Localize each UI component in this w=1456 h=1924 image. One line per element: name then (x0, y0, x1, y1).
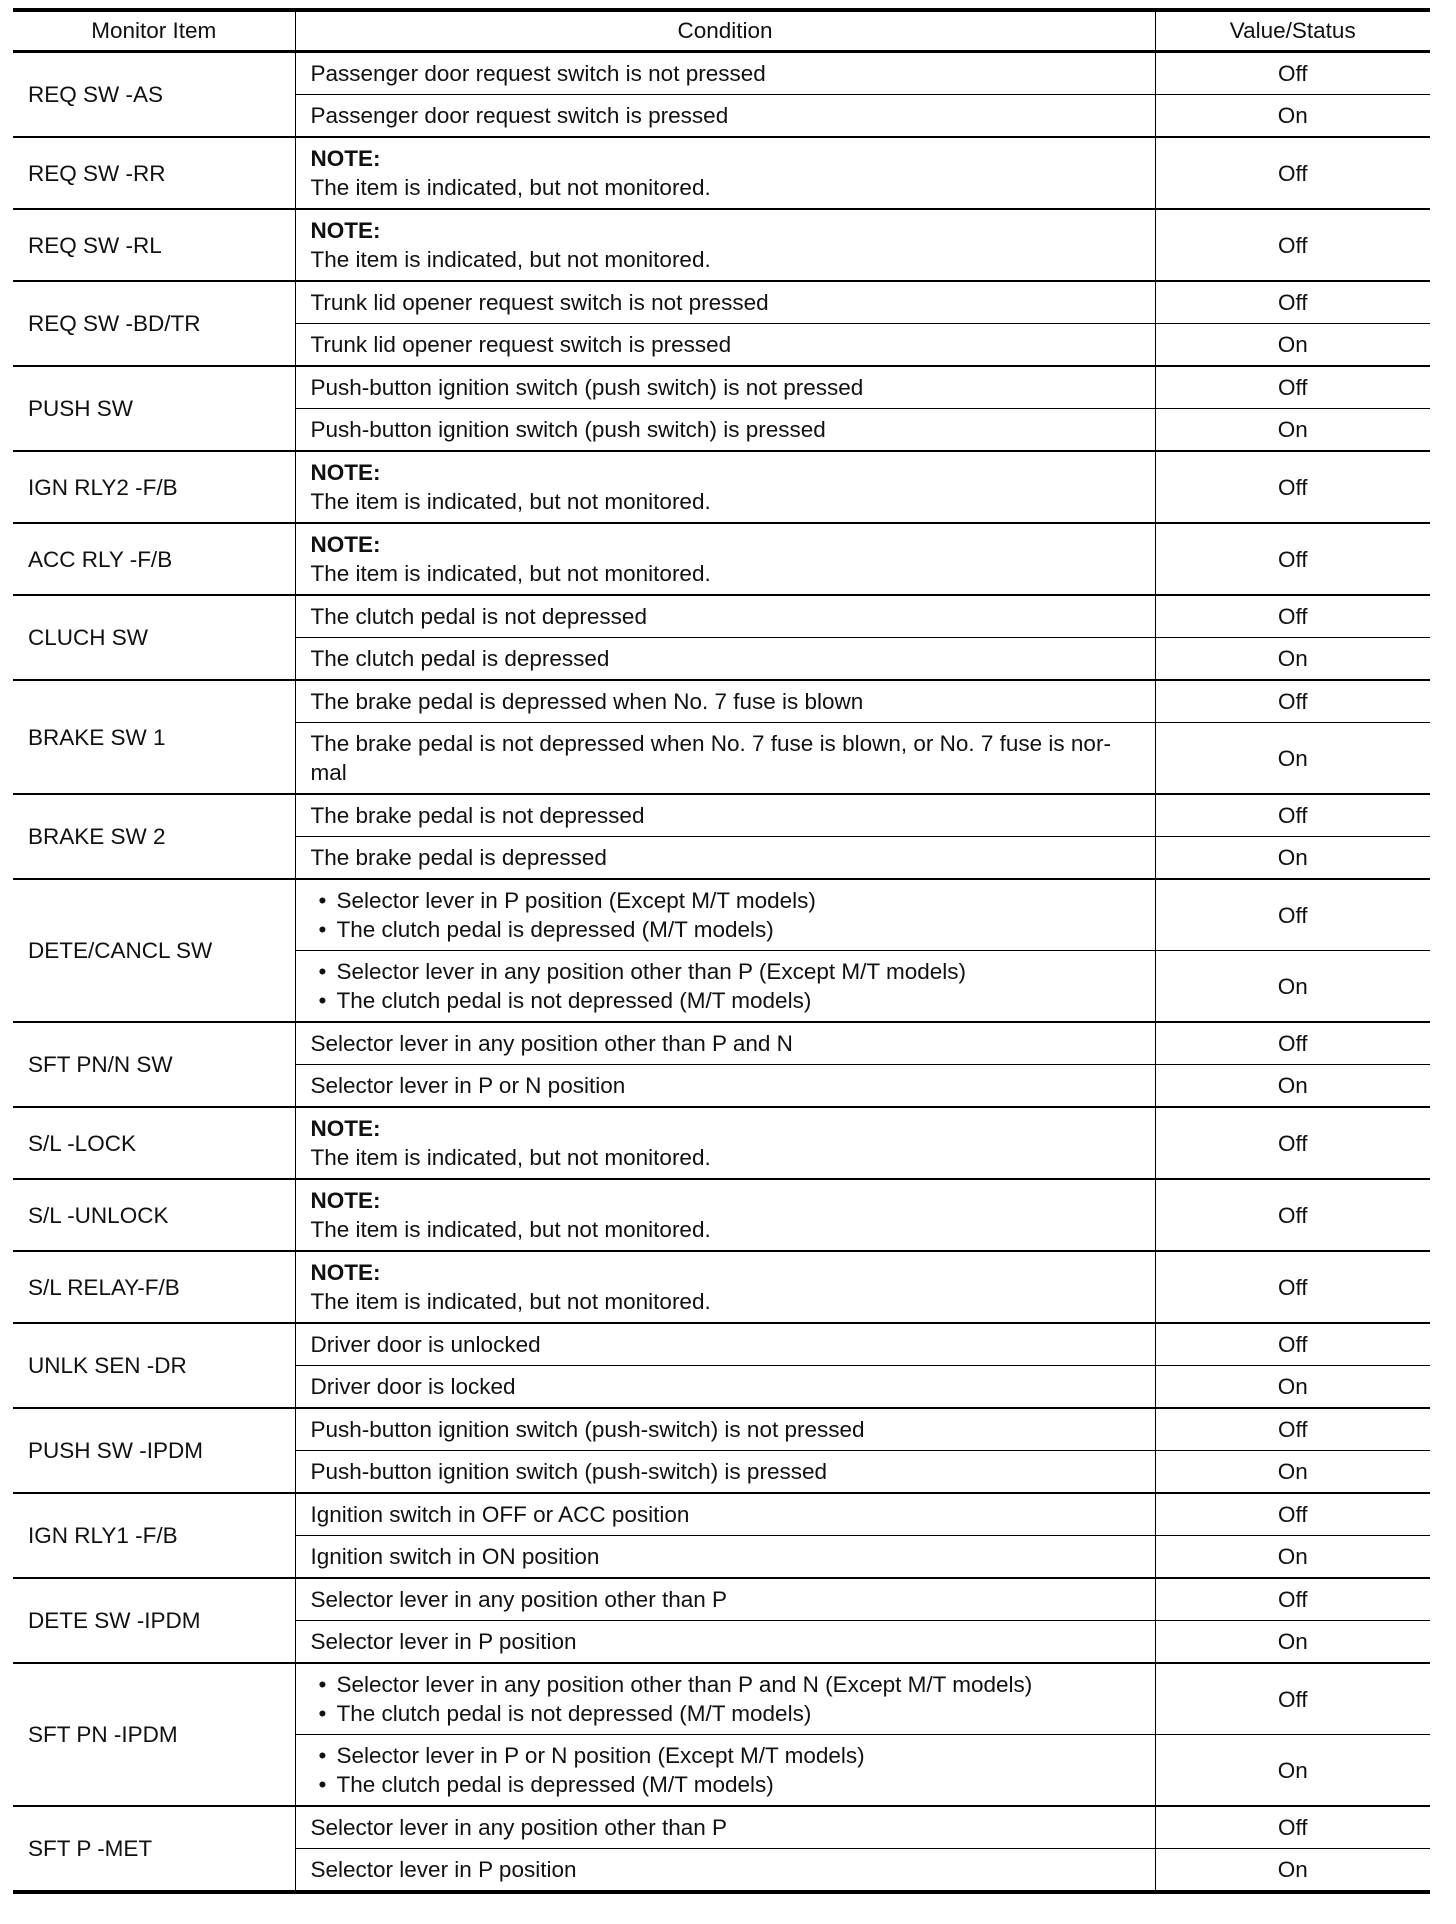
condition-text: Driver door is unlocked (310, 1332, 541, 1357)
condition-text: Selector lever in any position other than P (310, 1587, 727, 1612)
condition-text: Driver door is locked (310, 1374, 516, 1399)
value-status-cell: Off (1155, 523, 1430, 595)
table-row (13, 1107, 1430, 1179)
value-status-cell: Off (1155, 595, 1430, 638)
table-row (13, 1022, 1430, 1065)
note-label: NOTE: (310, 218, 381, 243)
condition-text: Passenger door request switch is pressed (310, 103, 729, 128)
value-status-cell: On (1155, 638, 1430, 681)
monitor-item-cell: REQ SW -RR (13, 137, 295, 209)
value-status-cell: On (1155, 409, 1430, 452)
condition-cell (295, 52, 1155, 95)
monitor-item-cell: DETE/CANCL SW (13, 879, 295, 1022)
condition-bullet-item: • Selector lever in any position other than P and N (Except M/T models) (319, 1670, 1155, 1699)
value-status-cell: On (1155, 1536, 1430, 1579)
condition-bullet-list (311, 886, 1155, 944)
condition-cell (295, 680, 1155, 723)
monitor-item-cell: BRAKE SW 1 (13, 680, 295, 794)
header-value-status: Value/Status (1155, 10, 1430, 52)
condition-cell (295, 281, 1155, 324)
monitor-item-cell: PUSH SW (13, 366, 295, 451)
condition-cell (295, 879, 1155, 951)
value-status-cell: On (1155, 324, 1430, 367)
condition-text: Trunk lid opener request switch is not pressed (310, 290, 769, 315)
note-label: NOTE: (310, 1188, 381, 1213)
condition-text: The brake pedal is depressed (310, 845, 607, 870)
condition-text: Push-button ignition switch (push switch) is pressed (310, 417, 826, 442)
value-status-cell: Off (1155, 1408, 1430, 1451)
note-text: The item is indicated, but not monitored. (310, 1289, 711, 1314)
note-text: The item is indicated, but not monitored. (310, 1145, 711, 1170)
value-status-cell: Off (1155, 680, 1430, 723)
condition-text: Selector lever in P or N position (310, 1073, 626, 1098)
condition-text: Push-button ignition switch (push-switch) is not pressed (310, 1417, 865, 1442)
condition-cell (295, 1323, 1155, 1366)
table-row (13, 451, 1430, 523)
condition-bullet-item: • The clutch pedal is not depressed (M/T models) (319, 986, 1155, 1015)
table-row (13, 1323, 1430, 1366)
condition-bullet-list (311, 1670, 1155, 1728)
table-row (13, 1251, 1430, 1323)
table-row (13, 1493, 1430, 1536)
monitor-item-cell: BRAKE SW 2 (13, 794, 295, 879)
table-row (13, 1663, 1430, 1735)
note-label: NOTE: (310, 532, 381, 557)
condition-text: Selector lever in P position (310, 1857, 577, 1882)
condition-bullet-item: • The clutch pedal is not depressed (M/T models) (319, 1699, 1155, 1728)
note-text: The item is indicated, but not monitored. (310, 561, 711, 586)
header-row (13, 10, 1430, 52)
condition-cell (295, 366, 1155, 409)
condition-cell (295, 209, 1155, 281)
table-row (13, 366, 1430, 409)
condition-text: Trunk lid opener request switch is pressed (310, 332, 732, 357)
value-status-cell: On (1155, 1735, 1430, 1807)
value-status-cell: Off (1155, 1323, 1430, 1366)
monitor-item-cell: ACC RLY -F/B (13, 523, 295, 595)
note-label: NOTE: (310, 460, 381, 485)
table-row (13, 52, 1430, 95)
condition-text: Ignition switch in OFF or ACC position (310, 1502, 690, 1527)
monitor-item-cell: S/L -LOCK (13, 1107, 295, 1179)
value-status-cell: Off (1155, 1663, 1430, 1735)
table-body (13, 52, 1430, 1893)
table-row (13, 1578, 1430, 1621)
monitor-item-cell: REQ SW -AS (28, 82, 164, 107)
value-status-cell: Off (1155, 366, 1430, 409)
condition-bullet-item: • Selector lever in P or N position (Except M/T models) (319, 1741, 1155, 1770)
value-status-cell: Off (1155, 209, 1430, 281)
value-status-cell: Off (1155, 794, 1430, 837)
condition-text: The clutch pedal is not depressed (310, 604, 647, 629)
condition-text-line: The brake pedal is not depressed when No. 7 fuse is blown, or No. 7 fuse is nor- (310, 731, 1111, 756)
note-text: The item is indicated, but not monitored. (310, 1217, 711, 1242)
condition-cell (295, 1408, 1155, 1451)
condition-bullet-list (311, 1741, 1155, 1799)
condition-cell (295, 1179, 1155, 1251)
condition-bullet-item: • The clutch pedal is depressed (M/T models) (319, 1770, 1155, 1799)
condition-text: Selector lever in P position (310, 1629, 577, 1654)
table-row (13, 1806, 1430, 1849)
table-row (13, 1408, 1430, 1451)
condition-cell (295, 1578, 1155, 1621)
value-status-cell: On (1155, 837, 1430, 880)
monitor-item-cell: SFT PN -IPDM (13, 1663, 295, 1806)
note-text: The item is indicated, but not monitored. (310, 175, 711, 200)
value-status-cell: Off (1155, 1251, 1430, 1323)
condition-text: Selector lever in any position other than P and N (310, 1031, 793, 1056)
condition-cell (295, 324, 1155, 367)
monitor-item-cell: IGN RLY2 -F/B (13, 451, 295, 523)
table-row (13, 794, 1430, 837)
condition-cell (295, 1621, 1155, 1664)
condition-cell (295, 1022, 1155, 1065)
value-status-cell: Off (1155, 1578, 1430, 1621)
condition-cell (295, 723, 1155, 795)
condition-cell (295, 1251, 1155, 1323)
value-status-cell: On (1155, 1366, 1430, 1409)
condition-cell (295, 1735, 1155, 1807)
monitor-item-cell: UNLK SEN -DR (13, 1323, 295, 1408)
condition-cell (295, 1451, 1155, 1494)
condition-text-line: mal (310, 760, 347, 785)
value-status-cell: On (1155, 723, 1430, 795)
value-status-cell: Off (1155, 879, 1430, 951)
table-row (13, 680, 1430, 723)
condition-bullet-item: • The clutch pedal is depressed (M/T models) (319, 915, 1155, 944)
value-status-cell: On (1155, 1849, 1430, 1893)
condition-text: Passenger door request switch is not pressed (310, 61, 766, 86)
header-condition: Condition (295, 10, 1155, 52)
monitor-item-cell: DETE SW -IPDM (13, 1578, 295, 1663)
monitor-item-cell: IGN RLY1 -F/B (13, 1493, 295, 1578)
monitor-item-cell: S/L -UNLOCK (13, 1179, 295, 1251)
condition-cell (295, 638, 1155, 681)
header-monitor-item: Monitor Item (13, 10, 295, 52)
condition-text: The clutch pedal is depressed (310, 646, 610, 671)
condition-cell (295, 1107, 1155, 1179)
monitor-item-cell: CLUCH SW (13, 595, 295, 680)
condition-cell (295, 1065, 1155, 1108)
condition-cell (295, 1366, 1155, 1409)
monitor-item-table (13, 8, 1430, 1894)
note-text: The item is indicated, but not monitored. (310, 247, 711, 272)
table-row (13, 137, 1430, 209)
monitor-item-cell: S/L RELAY-F/B (13, 1251, 295, 1323)
table-row (13, 209, 1430, 281)
value-status-cell: On (1155, 1621, 1430, 1664)
condition-bullet-list (311, 957, 1155, 1015)
value-status-cell: Off (1155, 1179, 1430, 1251)
condition-cell (295, 837, 1155, 880)
value-status-cell: Off (1155, 1806, 1430, 1849)
condition-text: Selector lever in any position other than P (310, 1815, 727, 1840)
note-label: NOTE: (310, 1260, 381, 1285)
condition-cell (295, 137, 1155, 209)
value-status-cell: On (1155, 95, 1430, 138)
condition-cell (295, 595, 1155, 638)
monitor-item-cell: SFT P -MET (13, 1806, 295, 1892)
condition-text: The brake pedal is not depressed (310, 803, 645, 828)
value-status-cell: Off (1155, 1493, 1430, 1536)
value-status-cell: On (1155, 1065, 1430, 1108)
condition-cell (295, 1493, 1155, 1536)
monitor-item-cell: PUSH SW -IPDM (13, 1408, 295, 1493)
value-status-cell: Off (1155, 1107, 1430, 1179)
table-row (13, 281, 1430, 324)
condition-cell (295, 451, 1155, 523)
condition-cell (295, 1849, 1155, 1893)
condition-cell (295, 1806, 1155, 1849)
note-label: NOTE: (310, 1116, 381, 1141)
monitor-item-cell: REQ SW -RL (13, 209, 295, 281)
value-status-cell: Off (1155, 137, 1430, 209)
monitor-item-cell: SFT PN/N SW (13, 1022, 295, 1107)
condition-cell (295, 409, 1155, 452)
value-status-cell: On (1155, 951, 1430, 1023)
condition-bullet-item: • Selector lever in P position (Except M/T models) (319, 886, 1155, 915)
condition-cell (295, 523, 1155, 595)
note-text: The item is indicated, but not monitored. (310, 489, 711, 514)
monitor-item-cell: REQ SW -BD/TR (13, 281, 295, 366)
value-status-cell: Off (1155, 1022, 1430, 1065)
value-status-cell: Off (1155, 52, 1430, 95)
table-row (13, 879, 1430, 951)
table-row (13, 595, 1430, 638)
note-label: NOTE: (310, 146, 381, 171)
value-status-cell: On (1155, 1451, 1430, 1494)
condition-cell (295, 951, 1155, 1023)
condition-text: The brake pedal is depressed when No. 7 fuse is blown (310, 689, 864, 714)
condition-text: Ignition switch in ON position (310, 1544, 600, 1569)
condition-text: Push-button ignition switch (push switch) is not pressed (310, 375, 864, 400)
condition-text: Push-button ignition switch (push-switch) is pressed (310, 1459, 827, 1484)
condition-cell (295, 1536, 1155, 1579)
condition-cell (295, 1663, 1155, 1735)
value-status-cell: Off (1155, 281, 1430, 324)
condition-cell (295, 794, 1155, 837)
table-row (13, 1179, 1430, 1251)
condition-bullet-item: • Selector lever in any position other than P (Except M/T models) (319, 957, 1155, 986)
condition-cell (295, 95, 1155, 138)
table-row (13, 523, 1430, 595)
value-status-cell: Off (1155, 451, 1430, 523)
